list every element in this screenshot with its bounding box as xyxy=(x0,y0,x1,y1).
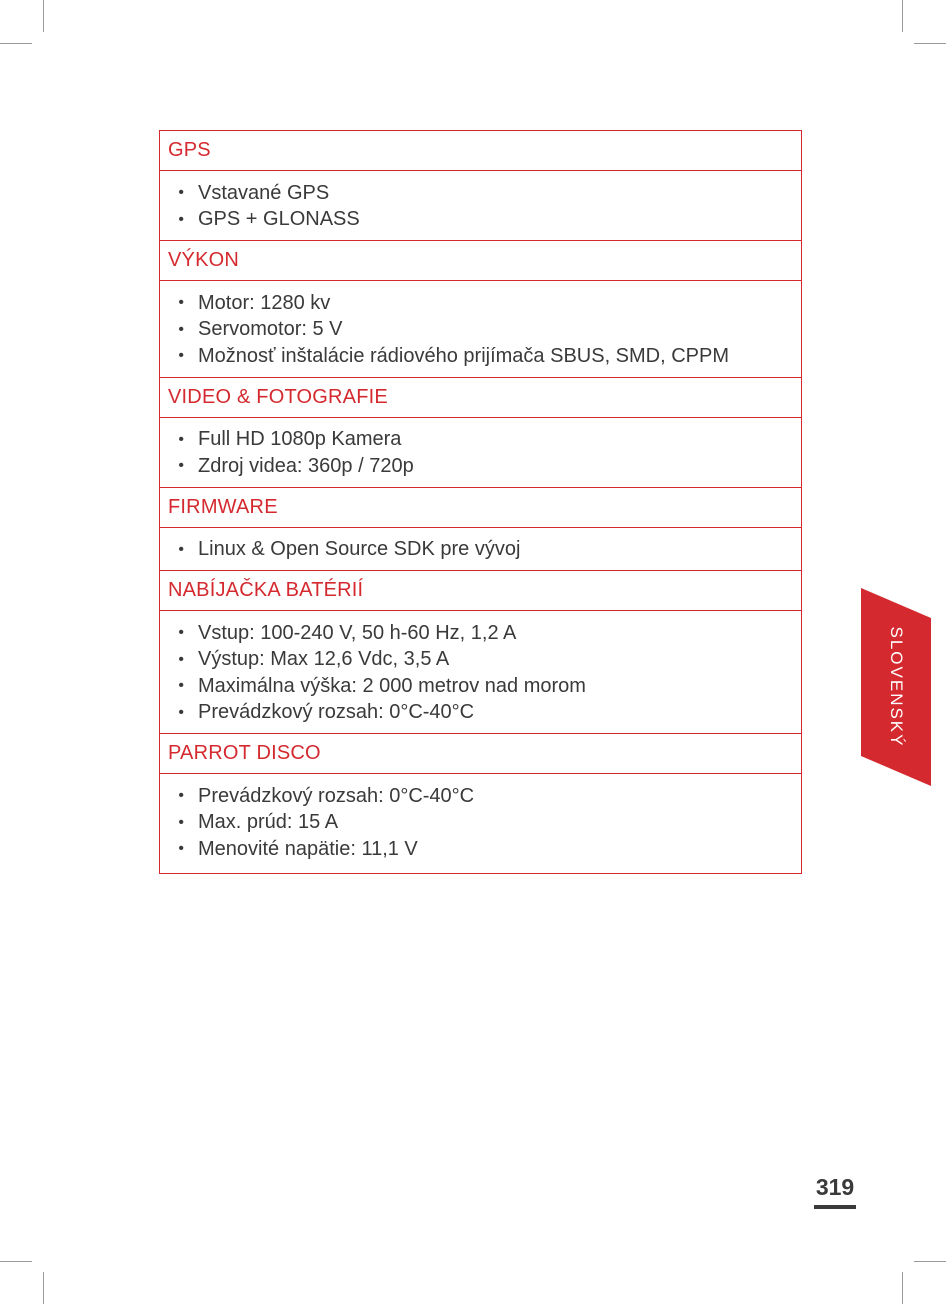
language-tab xyxy=(861,588,931,786)
spec-item xyxy=(160,180,801,207)
spec-section xyxy=(160,241,801,378)
spec-item xyxy=(160,647,801,674)
crop-mark xyxy=(914,1261,946,1262)
spec-item-text: GPS + GLONASS xyxy=(198,208,360,231)
spec-item-text: Možnosť inštalácie rádiového prijímača SBUS, SMD, CPPM xyxy=(198,344,730,367)
section-title: PARROT DISCO xyxy=(160,734,801,774)
spec-item xyxy=(160,343,801,370)
spec-item xyxy=(160,317,801,344)
spec-item-text: Menovité napätie: 11,1 V xyxy=(198,837,418,860)
bullet-icon: • xyxy=(178,210,184,228)
spec-item-text: Servomotor: 5 V xyxy=(198,318,343,341)
page-number: 319 xyxy=(815,1174,855,1200)
spec-item xyxy=(160,290,801,317)
language-label: SLOVENSKÝ xyxy=(887,626,906,748)
spec-item-text: Výstup: Max 12,6 Vdc, 3,5 A xyxy=(198,648,450,671)
spec-item xyxy=(160,620,801,647)
bullet-icon: • xyxy=(178,787,184,805)
spec-item-text: Prevádzkový rozsah: 0°C-40°C xyxy=(198,784,475,807)
spec-item-text: Full HD 1080p Kamera xyxy=(198,428,402,451)
spec-item-text: Vstup: 100-240 V, 50 h-60 Hz, 1,2 A xyxy=(198,621,517,644)
spec-section xyxy=(160,734,801,873)
bullet-icon: • xyxy=(178,294,184,312)
crop-mark xyxy=(902,1272,903,1304)
spec-item xyxy=(160,537,801,564)
crop-mark xyxy=(43,0,44,32)
bullet-icon: • xyxy=(178,840,184,858)
bullet-icon: • xyxy=(178,703,184,721)
section-items xyxy=(160,774,801,873)
spec-section xyxy=(160,488,801,572)
crop-mark xyxy=(902,0,903,32)
spec-table xyxy=(159,130,802,874)
spec-item xyxy=(160,673,801,700)
spec-item-text: Vstavané GPS xyxy=(198,181,330,204)
spec-item xyxy=(160,783,801,810)
spec-item xyxy=(160,207,801,234)
spec-item-text: Prevádzkový rozsah: 0°C-40°C xyxy=(198,701,475,724)
bullet-icon: • xyxy=(178,320,184,338)
spec-item xyxy=(160,453,801,480)
page-number-underline xyxy=(814,1205,856,1209)
section-title: GPS xyxy=(160,131,801,171)
spec-item xyxy=(160,836,801,863)
bullet-icon: • xyxy=(178,650,184,668)
bullet-icon: • xyxy=(178,430,184,448)
section-title: NABÍJAČKA BATÉRIÍ xyxy=(160,571,801,611)
crop-mark xyxy=(0,1261,32,1262)
spec-item xyxy=(160,427,801,454)
spec-item xyxy=(160,810,801,837)
crop-mark xyxy=(914,43,946,44)
bullet-icon: • xyxy=(178,677,184,695)
bullet-icon: • xyxy=(178,457,184,475)
crop-mark xyxy=(43,1272,44,1304)
section-items xyxy=(160,528,801,572)
bullet-icon: • xyxy=(178,540,184,558)
crop-mark xyxy=(0,43,32,44)
spec-section xyxy=(160,378,801,488)
bullet-icon: • xyxy=(178,624,184,642)
bullet-icon: • xyxy=(178,184,184,202)
section-items xyxy=(160,418,801,488)
spec-item-text: Max. prúd: 15 A xyxy=(198,811,339,834)
section-title: VÝKON xyxy=(160,241,801,281)
spec-section xyxy=(160,131,801,241)
section-title: VIDEO & FOTOGRAFIE xyxy=(160,378,801,418)
section-items xyxy=(160,171,801,241)
section-items xyxy=(160,611,801,734)
bullet-icon: • xyxy=(178,347,184,365)
spec-item-text: Zdroj videa: 360p / 720p xyxy=(198,454,414,477)
spec-item-text: Maximálna výška: 2 000 metrov nad morom xyxy=(198,674,586,697)
spec-item-text: Linux & Open Source SDK pre vývoj xyxy=(198,538,521,561)
section-items xyxy=(160,281,801,378)
bullet-icon: • xyxy=(178,813,184,831)
section-title: FIRMWARE xyxy=(160,488,801,528)
spec-section xyxy=(160,571,801,734)
spec-item-text: Motor: 1280 kv xyxy=(198,291,331,314)
spec-item xyxy=(160,700,801,727)
